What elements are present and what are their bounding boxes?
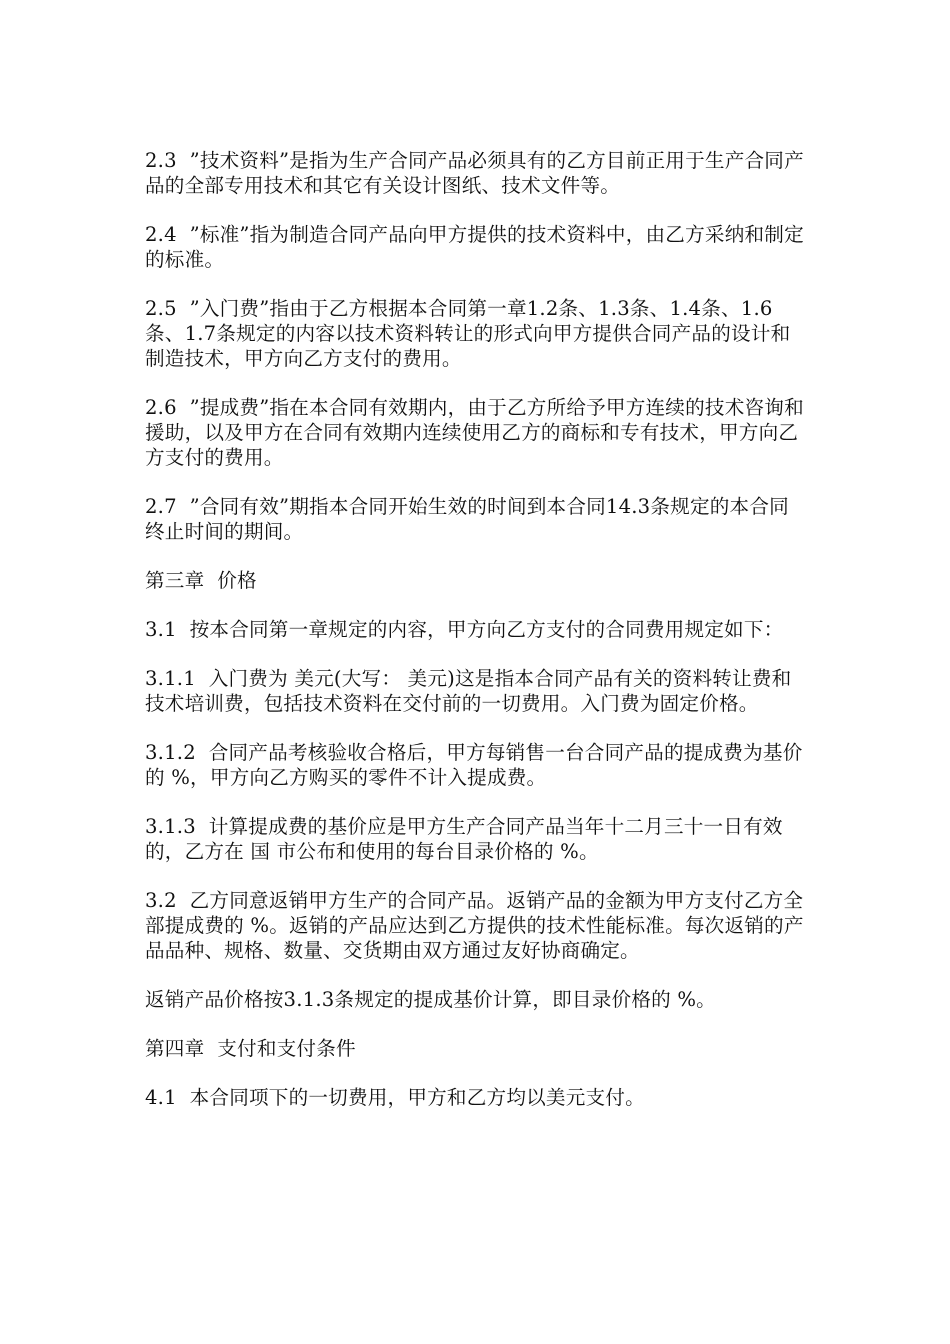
paragraph-3-1-3: 3.1.3 计算提成费的基价应是甲方生产合同产品当年十二月三十一日有效的，乙方在 国 市公布和使用的每台目录价格的 %。 (145, 815, 783, 863)
chapter-3-heading: 第三章 价格 (145, 569, 257, 592)
chapter-4-heading: 第四章 支付和支付条件 (145, 1037, 356, 1060)
paragraph-4-1: 4.1 本合同项下的一切费用，甲方和乙方均以美元支付。 (145, 1086, 645, 1109)
paragraph-3-1: 3.1 按本合同第一章规定的内容，甲方向乙方支付的合同费用规定如下： (145, 618, 784, 641)
paragraph-buyback-price: 返销产品价格按3.1.3条规定的提成基价计算，即目录价格的 %。 (145, 988, 716, 1011)
paragraph-2-5: 2.5 ”入门费”指由于乙方根据本合同第一章1.2条、1.3条、1.4条、1.6条、1.7条规定的内容以技术资料转让的形式向甲方提供合同产品的设计和制造技术，甲方向乙方支付的费用。 (145, 297, 791, 370)
paragraph-2-6: 2.6 ”提成费”指在本合同有效期内，由于乙方所给予甲方连续的技术咨询和援助，以及甲方在合同有效期内连续使用乙方的商标和专有技术，甲方向乙方支付的费用。 (145, 396, 804, 469)
paragraph-2-4: 2.4 ”标准”指为制造合同产品向甲方提供的技术资料中，由乙方采纳和制定的标准。 (145, 223, 804, 271)
paragraph-3-1-2: 3.1.2 合同产品考核验收合格后，甲方每销售一台合同产品的提成费为基价的 %，甲方向乙方购买的零件不计入提成费。 (145, 741, 803, 789)
document-body (145, 148, 807, 1134)
paragraph-2-7: 2.7 ”合同有效”期指本合同开始生效的时间到本合同14.3条规定的本合同终止时间的期间。 (145, 495, 789, 543)
paragraph-3-2: 3.2 乙方同意返销甲方生产的合同产品。返销产品的金额为甲方支付乙方全部提成费的 %。返销的产品应达到乙方提供的技术性能标准。每次返销的产品品种、规格、数量、交货期由双方通过友好协商确定。 (145, 889, 804, 962)
paragraph-2-3: 2.3 ”技术资料”是指为生产合同产品必须具有的乙方目前正用于生产合同产品的全部专用技术和其它有关设计图纸、技术文件等。 (145, 149, 804, 197)
paragraph-3-1-1: 3.1.1 入门费为 美元(大写： 美元)这是指本合同产品有关的资料转让费和技术培训费，包括技术资料在交付前的一切费用。入门费为固定价格。 (145, 667, 792, 715)
